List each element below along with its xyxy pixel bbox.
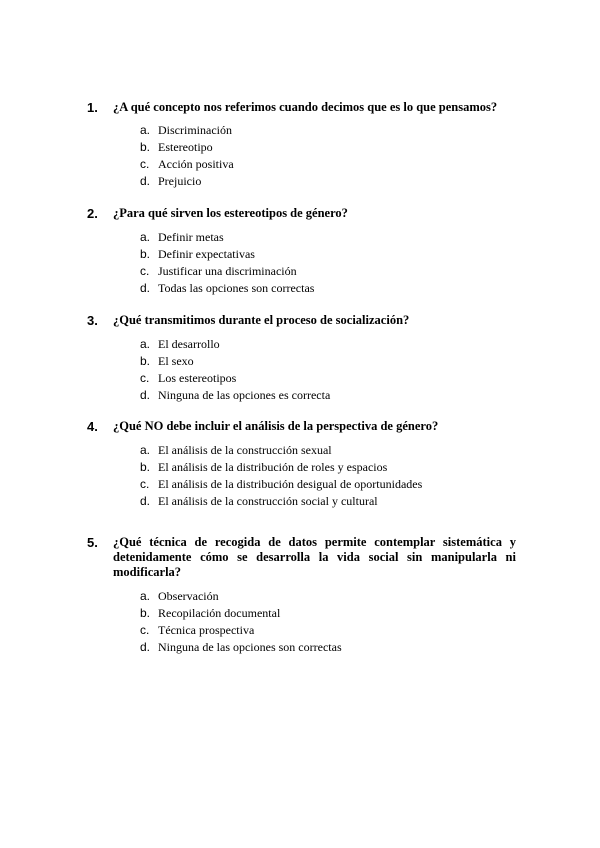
option-letter: d. (140, 494, 151, 508)
option-letter: a. (140, 230, 151, 244)
option-4a[interactable] (140, 441, 422, 458)
question-number: 3. (87, 313, 98, 328)
option-letter: b. (140, 354, 151, 368)
option-letter: a. (140, 589, 151, 603)
question-text: ¿Qué NO debe incluir el análisis de la perspectiva de género? (113, 419, 439, 433)
option-text: El análisis de la construcción social y cultural (158, 494, 378, 508)
option-text: Definir metas (158, 230, 224, 244)
option-letter: d. (140, 281, 151, 295)
options-list-2 (140, 228, 314, 296)
option-text: El desarrollo (158, 337, 220, 351)
option-5b[interactable] (140, 604, 342, 621)
option-letter: c. (140, 157, 150, 171)
option-5c[interactable] (140, 621, 342, 638)
option-text: El sexo (158, 354, 194, 368)
option-5d[interactable] (140, 638, 342, 655)
option-text: Ninguna de las opciones es correcta (158, 388, 331, 402)
option-letter: c. (140, 623, 150, 637)
option-letter: d. (140, 388, 151, 402)
options-list-5 (140, 587, 342, 655)
option-1c[interactable] (140, 155, 234, 172)
option-text: Ninguna de las opciones son correctas (158, 640, 342, 654)
option-text: Técnica prospectiva (158, 623, 255, 637)
option-text: El análisis de la distribución de roles y espacios (158, 460, 388, 474)
option-text: Estereotipo (158, 140, 213, 154)
option-text: Definir expectativas (158, 247, 255, 261)
option-1b[interactable] (140, 138, 234, 155)
question-text: ¿Para qué sirven los estereotipos de género? (113, 206, 348, 220)
option-letter: a. (140, 443, 151, 457)
options-list-1 (140, 121, 234, 189)
option-4b[interactable] (140, 458, 422, 475)
option-letter: d. (140, 174, 151, 188)
option-text: Discriminación (158, 123, 232, 137)
option-4d[interactable] (140, 492, 422, 509)
option-letter: b. (140, 247, 151, 261)
option-text: Recopilación documental (158, 606, 281, 620)
option-letter: c. (140, 371, 150, 385)
option-letter: c. (140, 477, 150, 491)
option-text: Justificar una discriminación (158, 264, 297, 278)
option-1d[interactable] (140, 172, 234, 189)
option-text: El análisis de la construcción sexual (158, 443, 332, 457)
question-text: ¿Qué técnica de recogida de datos permite contemplar sistemática y detenidamente cómo se desarrolla la vida social sin manipularla ni modificarla? (113, 535, 516, 579)
question-text: ¿Qué transmitimos durante el proceso de socialización? (113, 313, 410, 327)
option-letter: b. (140, 460, 151, 474)
option-letter: d. (140, 640, 151, 654)
option-2b[interactable] (140, 245, 314, 262)
options-list-3 (140, 335, 330, 403)
option-text: El análisis de la distribución desigual de oportunidades (158, 477, 423, 491)
option-3a[interactable] (140, 335, 330, 352)
option-2c[interactable] (140, 262, 314, 279)
options-list-4 (140, 441, 422, 509)
option-3b[interactable] (140, 352, 330, 369)
option-letter: b. (140, 140, 151, 154)
question-text: ¿A qué concepto nos referimos cuando decimos que es lo que pensamos? (113, 100, 498, 114)
option-3c[interactable] (140, 369, 330, 386)
option-text: Acción positiva (158, 157, 234, 171)
option-letter: c. (140, 264, 150, 278)
option-3d[interactable] (140, 386, 330, 403)
option-letter: b. (140, 606, 151, 620)
option-2d[interactable] (140, 279, 314, 296)
option-letter: a. (140, 337, 151, 351)
option-letter: a. (140, 123, 151, 137)
option-1a[interactable] (140, 121, 234, 138)
question-number: 4. (87, 419, 98, 434)
option-text: Observación (158, 589, 219, 603)
option-2a[interactable] (140, 228, 314, 245)
option-5a[interactable] (140, 587, 342, 604)
option-4c[interactable] (140, 475, 422, 492)
option-text: Prejuicio (158, 174, 202, 188)
question-number: 1. (87, 100, 98, 115)
question-number: 2. (87, 206, 98, 221)
option-text: Todas las opciones son correctas (158, 281, 315, 295)
option-text: Los estereotipos (158, 371, 237, 385)
question-number: 5. (87, 535, 98, 550)
